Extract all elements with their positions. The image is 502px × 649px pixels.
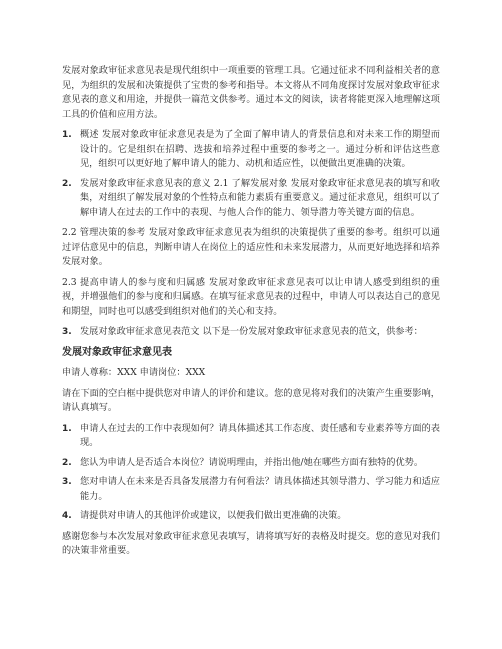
list-number: 2.: [62, 178, 72, 189]
list-item: [62, 456, 440, 471]
applicant-line: 申请人尊称：XXX 申请岗位：XXX: [62, 367, 206, 378]
form-title: 发展对象政审征求意见表: [62, 346, 172, 358]
list-item: [62, 475, 440, 504]
list-item: [62, 509, 440, 524]
list-item: [62, 128, 440, 172]
intro-paragraph: 发展对象政审征求意见表是现代组织中一项重要的管理工具。它通过征求不同利益相关者的意见，为组织的发展和决策提供了宝贵的参考和指导。本文将从不同角度探讨发展对象政审征求意见表的意义和用途，并提供一篇范文供参考。通过本文的阅读，读者将能更深入地理解这项工具的价值和应用方法。: [62, 65, 440, 120]
list-text: 申请人在过去的工作中表现如何？请具体描述其工作态度、责任感和专业素养等方面的表现。: [80, 422, 440, 448]
list-text: 发展对象政审征求意见表范文 以下是一份发展对象政审征求意见表的范文，供参考：: [80, 326, 423, 337]
paragraph-2-2: 2.2 管理决策的参考 发展对象政审征求意见表为组织的决策提供了重要的参考。组织可以通过评估意见中的信息，判断申请人在岗位上的适应性和未来发展潜力，从而更好地选择和培养发展对象。: [62, 227, 440, 267]
document-page: [62, 64, 440, 565]
list-number: 1.: [62, 130, 72, 140]
paragraph-2-3: 2.3 提高申请人的参与度和归属感 发展对象政审征求意见表可以让申请人感受到组织的重视，并增强他们的参与度和归属感。在填写征求意见表的过程中，申请人可以表达自己的意见和期望，同时也可以感受到组织对他们的关心和支持。: [62, 276, 440, 317]
instruction-paragraph: 请在下面的空白框中提供您对申请人的评价和建议。您的意见将对我们的决策产生重要影响，请认真填写。: [62, 387, 440, 413]
section-list-1: [62, 128, 440, 220]
list-text: 请提供对申请人的其他评价或建议，以便我们做出更准确的决策。: [80, 510, 347, 521]
list-item: [62, 422, 440, 451]
list-item: [62, 325, 440, 340]
section-list-2: [62, 325, 440, 340]
list-text: 概述 发展对象政审征求意见表是为了全面了解申请人的背景信息和对未来工作的期望而设计的。它是组织在招聘、选拔和培养过程中重要的参考之一。通过分析和评估这些意见，组织可以更好地了解申请人的能力、动机和适应性，以便做出更准确的决策。: [80, 129, 440, 169]
closing-paragraph: 感谢您参与本次发展对象政审征求意见表填写，请将填写好的表格及时提交。您的意见对我们的决策非常重要。: [62, 530, 440, 556]
list-number: 3.: [62, 477, 72, 487]
list-text: 您认为申请人是否适合本岗位？请说明理由，并指出他/她在哪些方面有独特的优势。: [80, 456, 424, 468]
question-list: [62, 422, 440, 524]
list-number: 2.: [62, 457, 72, 468]
list-number: 1.: [62, 423, 72, 434]
list-text: 发展对象政审征求意见表的意义 2.1 了解发展对象 发展对象政审征求意见表的填写和收集，对组织了解发展对象的个性特点和能力素质有重要意义。通过征求意见，组织可以了解申请人在过去的工作中的表现、与他人合作的能力、领导潜力等关键方面的信息。: [80, 177, 440, 218]
list-number: 4.: [62, 511, 72, 521]
list-number: 3.: [62, 327, 72, 337]
list-text: 您对申请人在未来是否具备发展潜力有何看法？请具体描述其领导潜力、学习能力和适应能力。: [80, 476, 440, 502]
list-item: [62, 177, 440, 221]
